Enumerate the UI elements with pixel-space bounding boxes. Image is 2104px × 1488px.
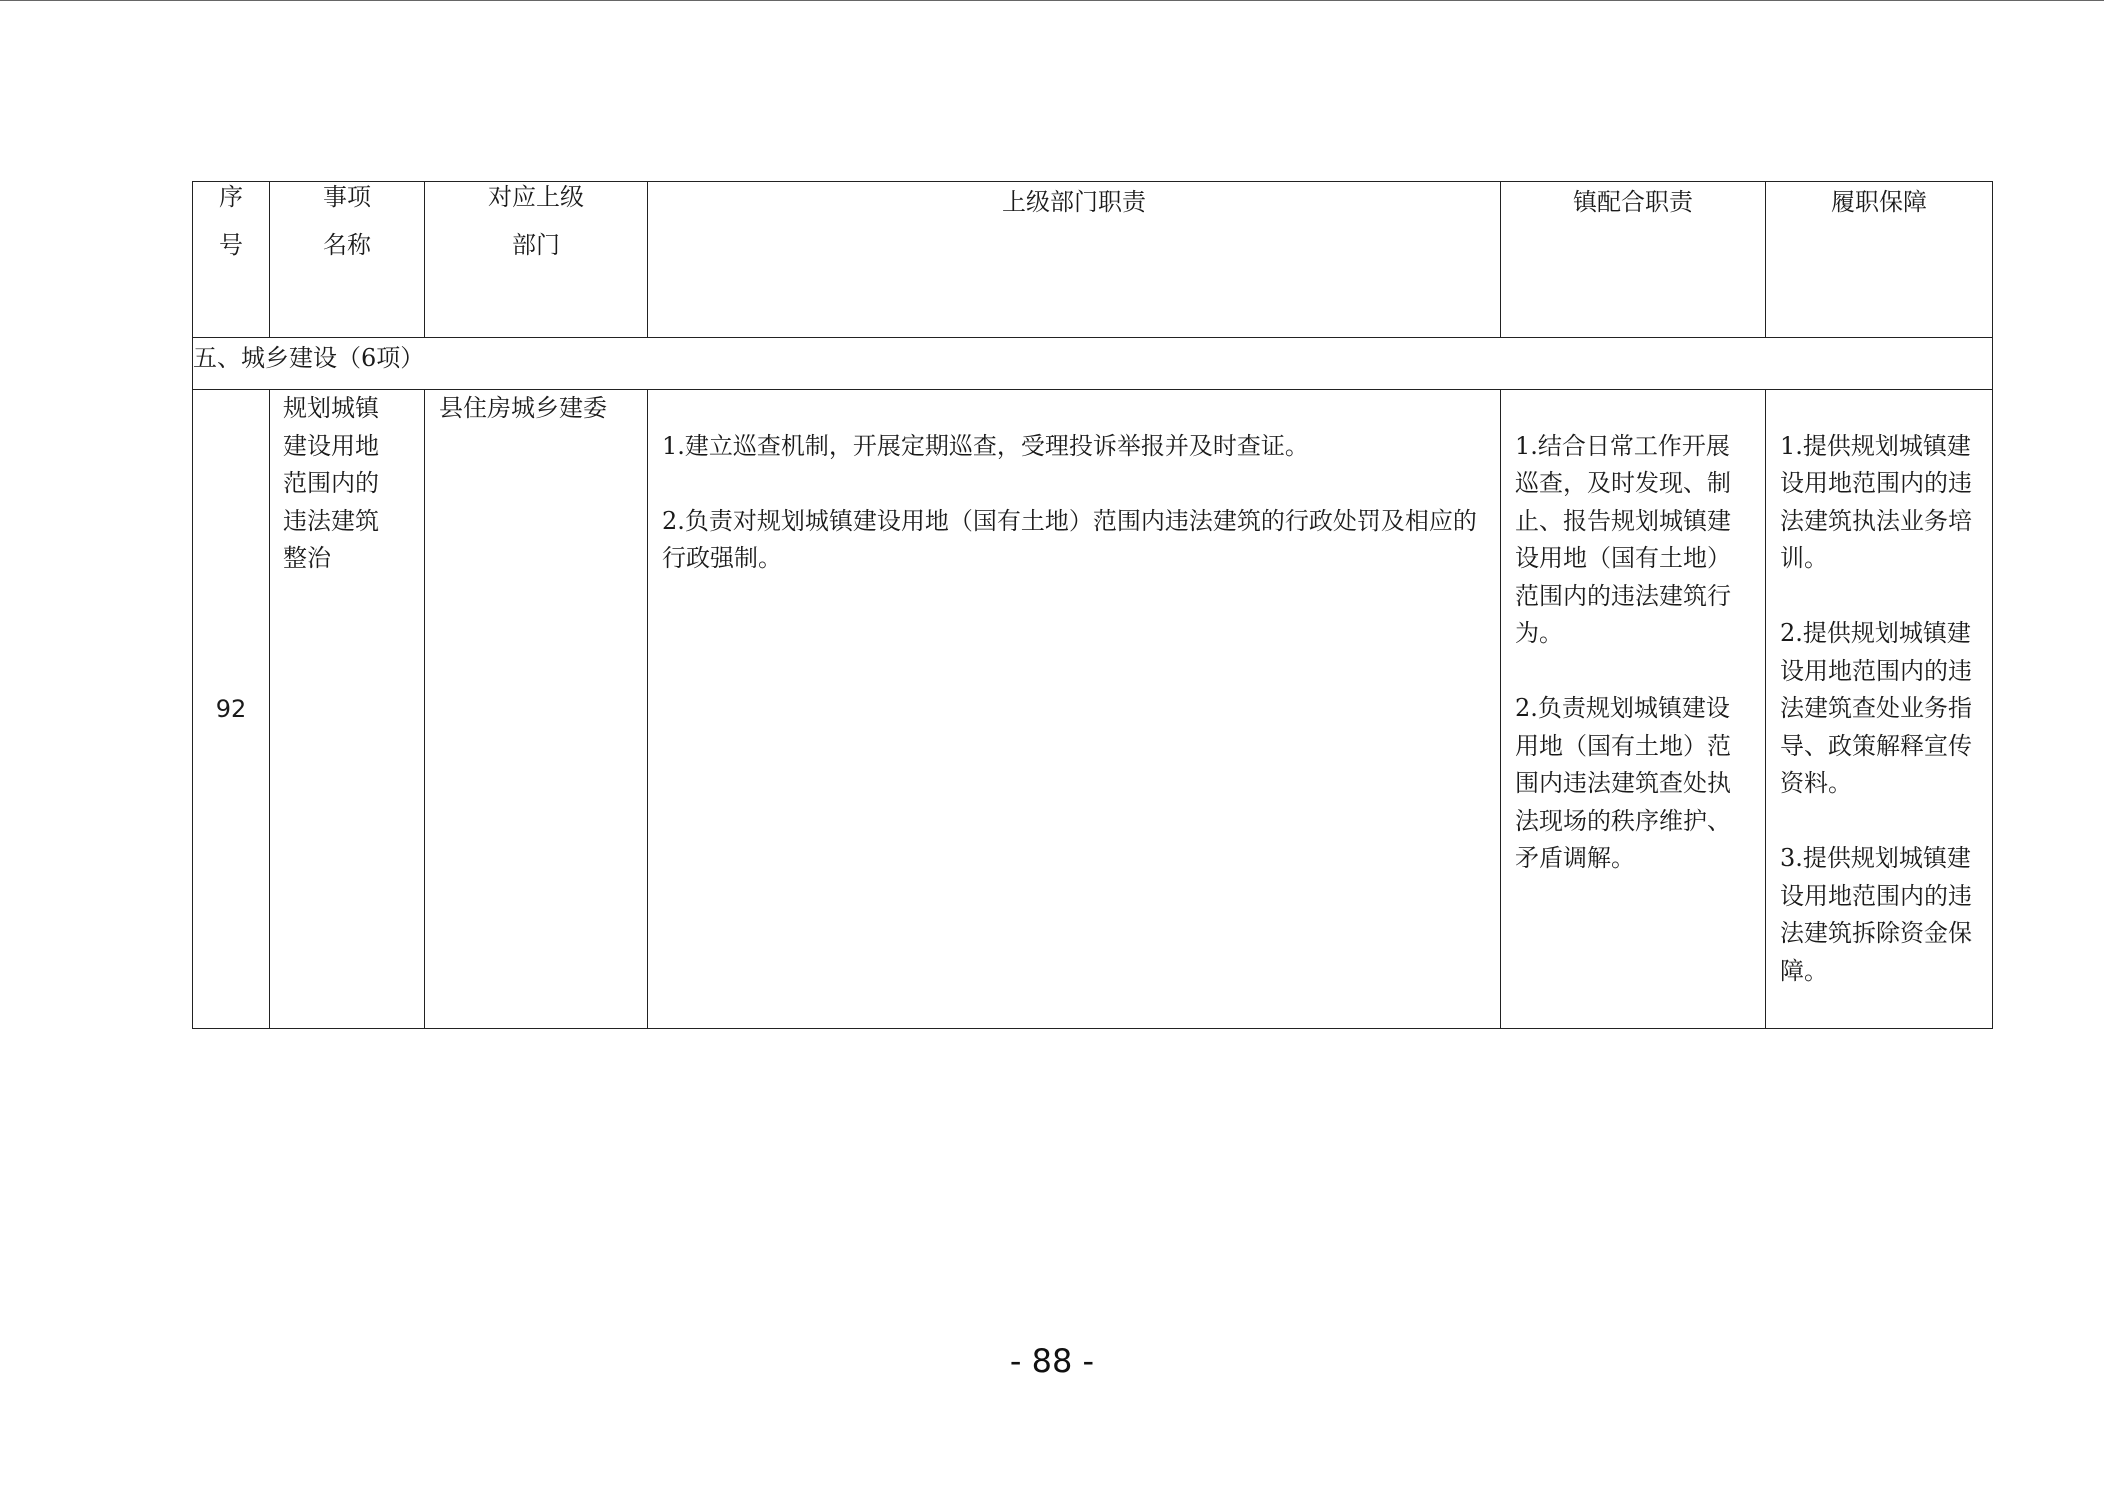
row-upper-duties: [648, 390, 1500, 615]
guarantee-item: 2.提供规划城镇建设用地范围内的违法建筑查处业务指导、政策解释宣传资料。: [1780, 619, 1972, 797]
page-top-border: [0, 0, 2104, 1]
header-dept-line2: 部门: [512, 231, 560, 259]
header-upper-duty: 上级部门职责: [648, 182, 1501, 338]
header-seq-line1: 序: [219, 183, 243, 211]
section-row: [193, 338, 1993, 390]
header-town-duty: 镇配合职责: [1501, 182, 1766, 338]
header-seq-line2: 号: [219, 231, 243, 259]
duty-table: [192, 181, 1993, 1029]
row-department-cell: [425, 390, 648, 1029]
row-town-duties: [1501, 390, 1765, 915]
header-item-line2: 名称: [323, 231, 371, 259]
guarantee-item: 3.提供规划城镇建设用地范围内的违法建筑拆除资金保障。: [1780, 844, 1972, 985]
header-item-name: [270, 182, 425, 338]
table-row: [193, 390, 1993, 1029]
row-town-duties-cell: [1501, 390, 1766, 1029]
row-item-name: 规划城镇 建设用地 范围内的 违法建筑 整治: [283, 394, 379, 572]
row-seq: 92: [193, 390, 270, 1029]
header-item-line1: 事项: [323, 183, 371, 211]
guarantee-item: 1.提供规划城镇建设用地范围内的违法建筑执法业务培训。: [1780, 431, 1972, 572]
table-header-row: [193, 182, 1993, 338]
row-guarantees-cell: [1766, 390, 1993, 1029]
town-duty-item: 2.负责规划城镇建设用地（国有土地）范围内违法建筑查处执法现场的秩序维护、矛盾调解。: [1515, 694, 1731, 872]
header-seq: [193, 182, 270, 338]
row-guarantees: [1766, 390, 1992, 1028]
town-duty-item: 1.结合日常工作开展巡查，及时发现、制止、报告规划城镇建设用地（国有土地）范围内的违法建筑行为。: [1515, 431, 1731, 647]
upper-duty-item: 2.负责对规划城镇建设用地（国有土地）范围内违法建筑的行政处罚及相应的行政强制。: [662, 506, 1477, 572]
row-department: 县住房城乡建委: [439, 394, 607, 422]
header-guarantee: 履职保障: [1766, 182, 1993, 338]
section-title: 五、城乡建设（6项）: [193, 338, 1993, 390]
row-upper-duties-cell: [648, 390, 1501, 1029]
page-number: - 88 -: [1009, 1342, 1095, 1380]
header-dept-line1: 对应上级: [488, 183, 584, 211]
row-item-name-cell: [270, 390, 425, 1029]
upper-duty-item: 1.建立巡查机制，开展定期巡查，受理投诉举报并及时查证。: [662, 431, 1309, 460]
header-department: [425, 182, 648, 338]
